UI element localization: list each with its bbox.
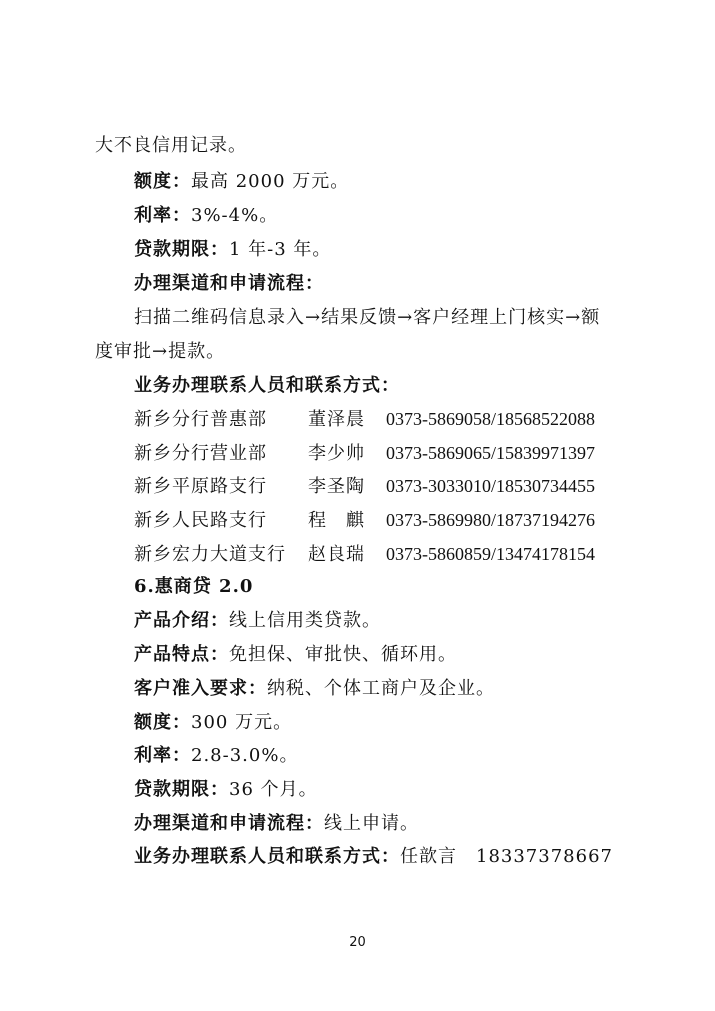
contact-person: 赵良瑞 xyxy=(308,544,365,565)
channel-label: 办理渠道和申请流程： xyxy=(134,273,324,294)
contact-person: 程 麒 xyxy=(308,510,365,531)
contact-row xyxy=(134,542,595,567)
contact-phone: 0373-5860859/13474178154 xyxy=(386,544,595,564)
term-line xyxy=(134,238,331,262)
process-line-2 xyxy=(95,340,225,364)
contacts-heading xyxy=(134,374,400,398)
contact-branch: 新乡分行普惠部 xyxy=(134,409,267,430)
process-line-1 xyxy=(134,306,600,330)
channel-value-2: 线上申请。 xyxy=(324,813,419,834)
term-label: 贷款期限： xyxy=(134,239,229,260)
term-line-2 xyxy=(134,778,318,802)
contact-phone: 0373-3033010/18530734455 xyxy=(386,476,595,496)
rate-line xyxy=(134,204,278,228)
intro-value: 线上信用类贷款。 xyxy=(229,610,381,631)
contact-person: 李少帅 xyxy=(308,443,365,464)
quota-line-2 xyxy=(134,711,292,735)
access-line xyxy=(134,677,495,701)
access-value: 纳税、个体工商户及企业。 xyxy=(267,678,495,699)
term-value-2: 36 个月。 xyxy=(229,779,318,800)
product-title xyxy=(134,575,253,599)
continuation-text: 大不良信用记录。 xyxy=(95,135,247,156)
quota-value: 最高 2000 万元。 xyxy=(191,171,350,192)
contact-phone: 0373-5869980/18737194276 xyxy=(386,510,595,530)
quota-value-2: 300 万元。 xyxy=(191,712,293,733)
process-text-b: 度审批→提款。 xyxy=(95,341,226,362)
contact-row xyxy=(134,474,595,499)
quota-label-2: 额度： xyxy=(134,712,191,733)
contact-phone: 0373-5869058/18568522088 xyxy=(386,409,595,429)
rate-label-2: 利率： xyxy=(134,745,191,766)
contact-row xyxy=(134,441,595,466)
rate-value: 3%-4%。 xyxy=(191,205,279,226)
channel-label-2: 办理渠道和申请流程： xyxy=(134,813,324,834)
term-label-2: 贷款期限： xyxy=(134,779,229,800)
rate-value-2: 2.8-3.0%。 xyxy=(191,745,299,766)
contact-row xyxy=(134,508,595,533)
channel-heading xyxy=(134,272,324,296)
page-number xyxy=(0,935,715,950)
feature-value: 免担保、审批快、循环用。 xyxy=(229,644,457,665)
contact-phone: 0373-5869065/15839971397 xyxy=(386,443,595,463)
contact-branch: 新乡平原路支行 xyxy=(134,476,267,497)
quota-label: 额度： xyxy=(134,171,191,192)
contact-branch: 新乡分行营业部 xyxy=(134,443,267,464)
product-title-text: 6.惠商贷 2.0 xyxy=(134,576,254,597)
intro-label: 产品介绍： xyxy=(134,610,229,631)
quota-line xyxy=(134,170,349,194)
contact-row xyxy=(134,407,595,432)
contact-branch: 新乡宏力大道支行 xyxy=(134,544,286,565)
feature-label: 产品特点： xyxy=(134,644,229,665)
contact-line-2 xyxy=(134,845,613,869)
intro-line xyxy=(134,609,381,633)
process-text-a: 扫描二维码信息录入→结果反馈→客户经理上门核实→额 xyxy=(134,307,601,328)
term-value: 1 年-3 年。 xyxy=(229,239,332,260)
rate-line-2 xyxy=(134,744,298,768)
rate-label: 利率： xyxy=(134,205,191,226)
contact-person: 董泽晨 xyxy=(308,409,365,430)
feature-line xyxy=(134,643,457,667)
page-number-text: 20 xyxy=(349,935,366,950)
channel-line-2 xyxy=(134,812,419,836)
contact-person: 李圣陶 xyxy=(308,476,365,497)
contacts-label: 业务办理联系人员和联系方式： xyxy=(134,375,400,396)
contact-branch: 新乡人民路支行 xyxy=(134,510,267,531)
contact-label-2: 业务办理联系人员和联系方式： xyxy=(134,846,400,867)
access-label: 客户准入要求： xyxy=(134,678,267,699)
paragraph-continuation xyxy=(95,134,247,158)
contact-value-2: 任歆言 18337378667 xyxy=(400,846,613,867)
